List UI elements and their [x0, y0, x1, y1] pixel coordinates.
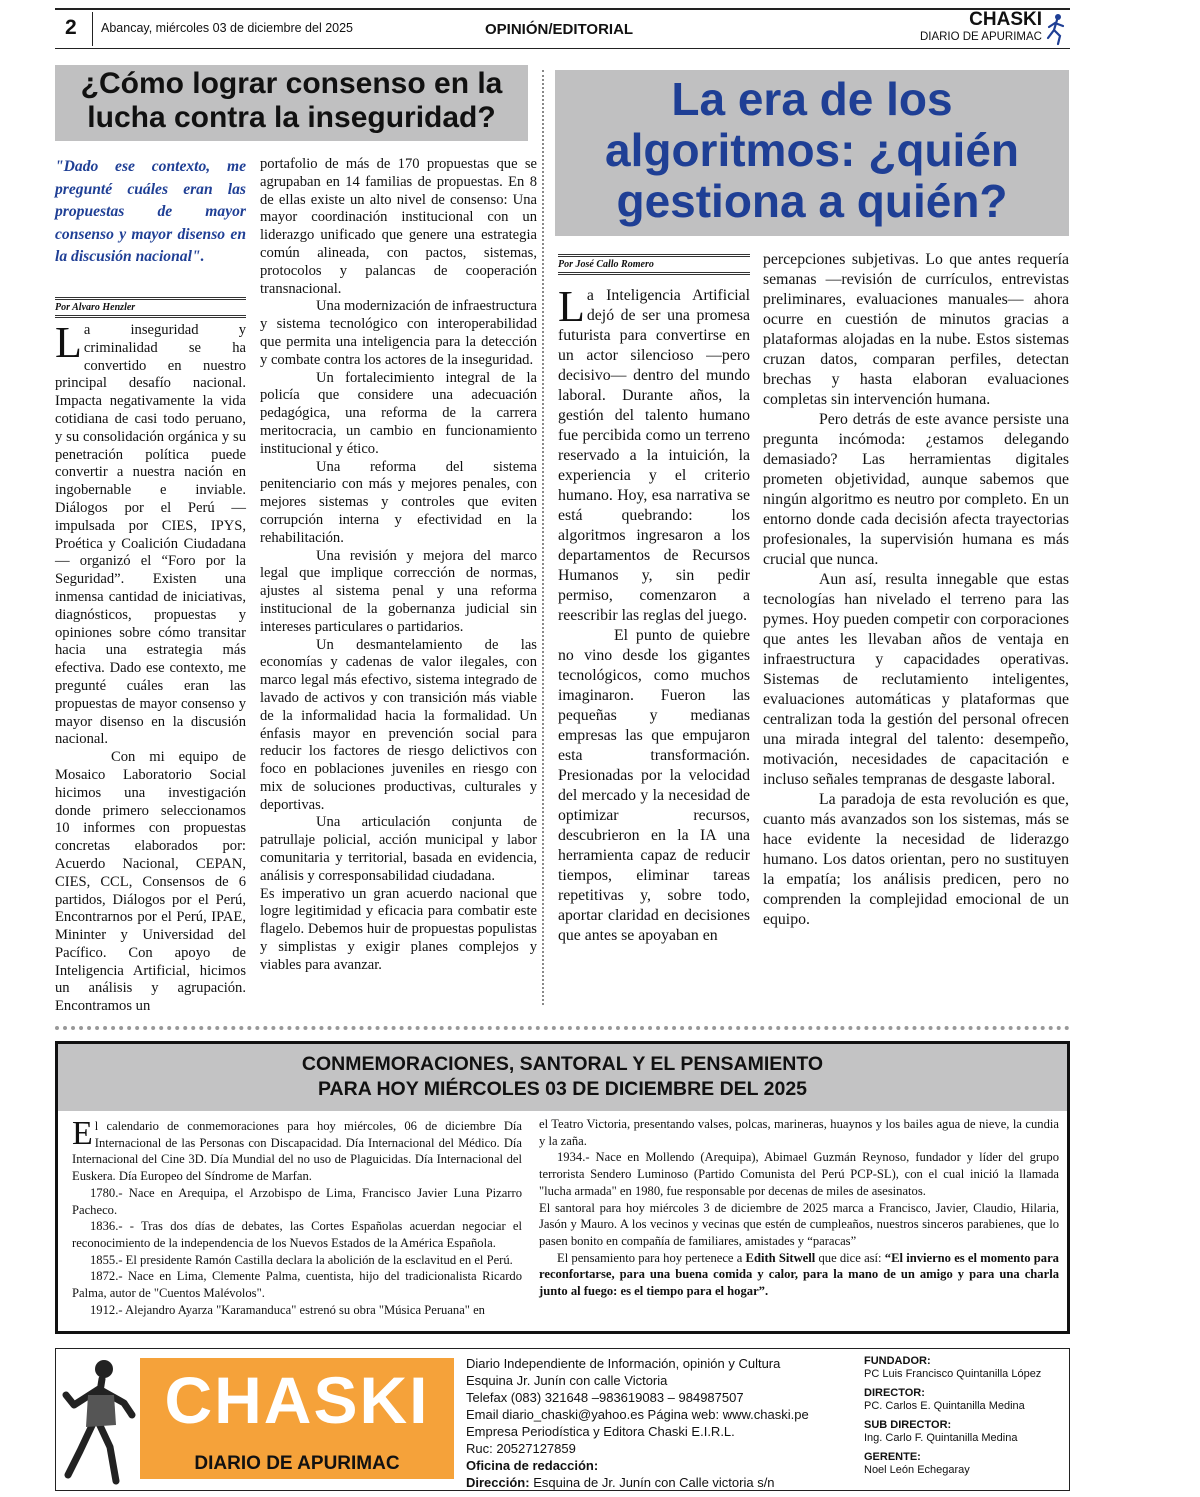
section-name: OPINIÓN/EDITORIAL — [485, 21, 634, 38]
article1-paragraph: Un fortalecimiento integral de la policía que considere una adecuación pedagógica, una reforma de la carrera meritocracia, un cambio en funcionamiento institucional y ético. — [260, 369, 537, 457]
column-divider — [542, 70, 544, 1005]
article1-paragraph: Es imperativo un gran acuerdo nacional que logre legitimidad y eficacia para combatir este flagelo. Debemos huir de propuestas populistas y simplistas y exigir planes complejos y viables para avanzar. — [260, 885, 537, 973]
drop-cap: E — [72, 1115, 93, 1152]
staff-role: DIRECTOR: — [864, 1387, 925, 1399]
article1-byline: Por Alvaro Henzler — [55, 297, 246, 318]
article2-column-2 — [763, 250, 1069, 930]
article1-paragraph: Una modernización de infraestructura y sistema tecnológico con interoperabilidad que permita una inteligencia para la detección y combate contra los actores de la inseguridad. — [260, 298, 537, 368]
article1-paragraph: Una articulación conjunta de patrullaje policial, acción municipal y labor comunitaria y territorial, basada en evidencia, análisis y corresponsabilidad ciudadana. — [260, 814, 537, 884]
masthead-brand: CHASKI — [969, 9, 1042, 30]
header-divider — [92, 12, 93, 46]
logo-subtitle: DIARIO DE APURIMAC — [194, 1453, 400, 1474]
info-line: Empresa Periodística y Editora Chaski E.I.R.L. — [466, 1424, 735, 1439]
article1-paragraph: La inseguridad y criminalidad se ha convertido en nuestro principal desafío nacional. Impacta negativamente la vida cotidiana de casi todo peruano, y su consolidación orgánica y su penetración política puede convertir a nuestra nación en ingobernable e inviable. Diálogos por el Perú —impulsada por CIES, IPYS, Proética y Coalición Ciudadana— organizó el “Foro por la Seguridad”. Existen una inmensa cantidad de iniciativas, diagnósticos, propuestas y opiniones sobre cómo transitar hacia una estrategia más efectiva. Dado ese contexto, me pregunté cuáles eran las propuestas de mayor consenso y mayor disenso en la discusión nacional. — [55, 318, 246, 748]
efemerides-box — [55, 1041, 1070, 1334]
staff-name: PC. Carlos E. Quintanilla Medina — [864, 1399, 1025, 1412]
issue-date: Abancay, miércoles 03 de diciembre del 2025 — [101, 21, 353, 35]
drop-cap: L — [55, 318, 82, 367]
article1-paragraph: portafolio de más de 170 propuestas que se agrupaban en 14 familias de propuestas. En 8 de ellas existe un alto nivel de consenso: Una mayor coordinación institucional con un liderazgo unificado que genere una estrategia común alineada, con pactos, sistemas, protocolos y palancas de cooperación transnacional. — [260, 156, 537, 297]
efemerides-paragraph: 1934.- Nace en Mollendo (Arequipa), Abimael Guzmán Reynoso, fundador y líder del grupo terrorista Sendero Luminoso (Partido Comunista del Perú PCP-SL), con el cual inició la llamada "lucha armada" en 1980, fue responsable por decenas de miles de asesinatos. — [539, 1150, 1059, 1198]
staff-name: Noel León Echegaray — [864, 1463, 970, 1476]
efemerides-paragraph: 1780.- Nace en Arequipa, el Arzobispo de Lima, Francisco Javier Luna Pizarro Pacheco. — [72, 1185, 522, 1217]
thought-quote: “El invierno es el momento para reconfortarse, para una buena comida y calor, para la mano de un amigo y para una charla junto al fuego: es el tiempo para el hogar”. — [539, 1250, 1059, 1299]
efemerides-paragraph: El santoral para hoy miércoles 3 de diciembre de 2025 marca a Francisco, Javier, Claudio, Hilaria, Jasón y Mauro. A los vecinos y vecinas que estén de cumpleaños, nuestros sinceros parabienes, que lo pasen bonito en compañía de familiares, amistades y “paracas” — [539, 1200, 1059, 1248]
efemerides-paragraph: 1872.- Nace en Lima, Clemente Palma, cuentista, hijo del tradicionalista Ricardo Palma, autor de "Cuentos Malévolos". — [72, 1269, 522, 1301]
efemerides-column-1 — [72, 1115, 522, 1318]
efemerides-paragraph: El calendario de conmemoraciones para hoy miércoles, 06 de diciembre Día Internacional de las Personas con Discapacidad. Día Internacional del Médico. Día Internacional del Cine 3D. Día Mundial del no uso de Plaguicidas. Día Internacional del Euskera. Día Europeo del Síndrome de Marfan. — [72, 1115, 522, 1184]
thought-author: Edith Sitwell — [745, 1250, 816, 1265]
efemerides-column-2 — [539, 1116, 1059, 1300]
article2-paragraph: La paradoja de esta revolución es que, cuanto más avanzados son los sistemas, más se hace evidente la necesidad de liderazgo humano. Los datos orientan, pero no sustituyen la empatía; los análisis predicen, pero no comprenden la complejidad emocional de un equipo. — [763, 791, 1069, 928]
page-number: 2 — [65, 16, 77, 39]
article2-headline: La era de los algoritmos: ¿quién gestiona a quién? — [555, 70, 1069, 236]
staff-role: FUNDADOR: — [864, 1355, 931, 1367]
runner-icon — [1044, 12, 1068, 46]
masthead-tagline: DIARIO DE APURIMAC — [919, 31, 1042, 43]
article2-paragraph: El punto de quiebre no vino desde los gigantes tecnológicos, como muchos imaginaron. Fueron las pequeñas y medianas empresas las que empujaron esta transformación. Presionadas por la velocidad del mercado y la necesidad de optimizar recursos, descubrieron en la IA una herramienta capaz de reducir tiempos, eliminar tareas repetitivas y, sobre todo, aportar claridad en decisiones que antes se apoyaban en — [558, 627, 750, 944]
staff-role: GERENTE: — [864, 1451, 921, 1463]
info-line: Diario Independiente de Información, opinión y Cultura — [466, 1356, 781, 1371]
efemerides-paragraph: 1855.- El presidente Ramón Castilla declara la abolición de la esclavitud en el Perú. — [90, 1252, 513, 1267]
section-divider — [55, 1026, 1070, 1030]
article2-byline: Por José Callo Romero — [558, 254, 750, 275]
thought-of-the-day: El pensamiento para hoy pertenece a Edith Sitwell que dice así: “El invierno es el momento para reconfortarse, para una buena comida y calor, para la mano de un amigo y para una charla junto al fuego: es el tiempo para el hogar”. — [539, 1250, 1059, 1299]
staff-list — [864, 1355, 1069, 1476]
article2-paragraph: Pero detrás de este avance persiste una pregunta incómoda: ¿estamos delegando demasiado? Las herramientas digitales prometen objetividad, aunque sabemos que ningún algoritmo es neutro por completo. En un entorno donde cada decisión afecta trayectorias profesionales, la supervisión humana es más crucial que nunca. — [763, 411, 1069, 568]
article1-pullquote: "Dado ese contexto, me pregunté cuáles eran las propuestas de mayor consenso y mayor disenso en la discusión nacional". — [55, 158, 246, 265]
logo-wordmark: CHASKI — [164, 1363, 430, 1437]
article1-headline: ¿Cómo lograr consenso en la lucha contra la inseguridad? — [55, 65, 528, 141]
address-line: Dirección: Esquina de Jr. Junín con Calle victoria s/n — [466, 1475, 775, 1490]
article1-column-2 — [260, 156, 537, 975]
efemerides-title: CONMEMORACIONES, SANTORAL Y EL PENSAMIENTO PARA HOY MIÉRCOLES 03 DE DICIEMBRE DEL 2025 — [58, 1044, 1067, 1111]
chaski-runner-icon — [58, 1355, 138, 1487]
article2-paragraph: percepciones subjetivas. Lo que antes requería semanas —revisión de currículos, entrevistas preliminares, evaluaciones manuales— ahora ocurre en cuestión de minutos gracias a plataformas alojadas en la nube. Estos sistemas cruzan datos, comparan perfiles, detectan brechas y hasta elaboran evaluaciones completas sin intervención humana. — [763, 251, 1069, 408]
staff-name: Ing. Carlo F. Quintanilla Medina — [864, 1431, 1018, 1444]
footer-masthead — [55, 1348, 1070, 1491]
page-header — [55, 8, 1070, 49]
drop-cap: L — [558, 282, 585, 331]
info-line: Ruc: 20527127859 — [466, 1441, 576, 1456]
article2-paragraph: La Inteligencia Artificial dejó de ser una promesa futurista para convertirse en un actor silencioso —pero decisivo— dentro del mundo laboral. Durante años, la gestión del talento humano fue percibida como un terreno reservado a la intuición, la experiencia y el criterio humano. Hoy, esa narrativa se está quebrando: los algoritmos ingresaron a los departamentos de Recursos Humanos y, sin pedir permiso, comenzaron a reescribir las reglas del juego. — [558, 282, 750, 624]
office-label: Oficina de redacción: — [466, 1458, 599, 1473]
article1-paragraph: Con mi equipo de Mosaico Laboratorio Social hicimos una investigación donde primero seleccionamos 10 informes con propuestas concretas elaborados por: Acuerdo Nacional, CEPAN, CIES, CCL, Consensos de 6 partidos, Diálogos por el Perú, Encontrarnos por el Perú, IPAE, Mininter y Universidad del Pacífico. Con apoyo de Inteligencia Artificial, hicimos un análisis y agrupación. Encontramos un — [55, 749, 246, 1015]
efemerides-paragraph: el Teatro Victoria, presentando valses, polcas, marineras, huaynos y los bailes agua de nieve, la cundia y la zaña. — [539, 1117, 1059, 1148]
efemerides-paragraph: 1912.- Alejandro Ayarza "Karamanduca" estrenó su obra "Música Peruana" en — [90, 1302, 485, 1317]
info-line: Telefax (083) 321648 –983619083 – 984987507 — [466, 1390, 744, 1405]
article1-column-1 — [55, 318, 246, 1016]
efemerides-paragraph: 1836.- - Tras dos días de debates, las Cortes Españolas acuerdan negociar el reconocimiento de la independencia de los Nuevos Estados de la América Española. — [72, 1219, 522, 1250]
chaski-logo — [140, 1358, 454, 1479]
staff-name: PC Luis Francisco Quintanilla López — [864, 1367, 1042, 1380]
article1-paragraph: Una reforma del sistema penitenciario con más y mejores penales, con mejores sistemas y controles que eviten corrupción interna y efectividad en la rehabilitación. — [260, 458, 537, 546]
article1-paragraph: Una revisión y mejora del marco legal que implique corrección de normas, ajustes al sistema penal y una reforma institucional de la gobernanza judicial sin intereses particulares o partidarios. — [260, 547, 537, 635]
info-line: Email diario_chaski@yahoo.es Página web: www.chaski.pe — [466, 1407, 809, 1422]
article2-paragraph: Aun así, resulta innegable que estas tecnologías han nivelado el terreno para las pymes. Hoy pueden competir con corporaciones que antes les llevaban años de ventaja en infraestructura y capacidades operativas. Sistemas de reclutamiento inteligentes, evaluaciones automáticas y plataformas que centralizan toda la gestión del personal ofrecen una mirada integral del talento: desempeño, motivación, necesidades de capacitación e incluso señales tempranas de desgaste laboral. — [763, 571, 1069, 788]
article1-paragraph: Un desmantelamiento de las economías y cadenas de valor ilegales, con marco legal más efectivo, sistema integrado de lavado de activos y con transición más viable de la informalidad hacia la formalidad. Un énfasis mayor en prevención social para reducir los factores de riesgo delictivos con foco en poblaciones juveniles en riesgo con mix de soluciones productivas, culturales y deportivas. — [260, 636, 537, 813]
publisher-info — [466, 1355, 861, 1491]
article2-column-1 — [558, 282, 750, 946]
info-line: Esquina Jr. Junín con calle Victoria — [466, 1373, 668, 1388]
staff-role: SUB DIRECTOR: — [864, 1419, 952, 1431]
